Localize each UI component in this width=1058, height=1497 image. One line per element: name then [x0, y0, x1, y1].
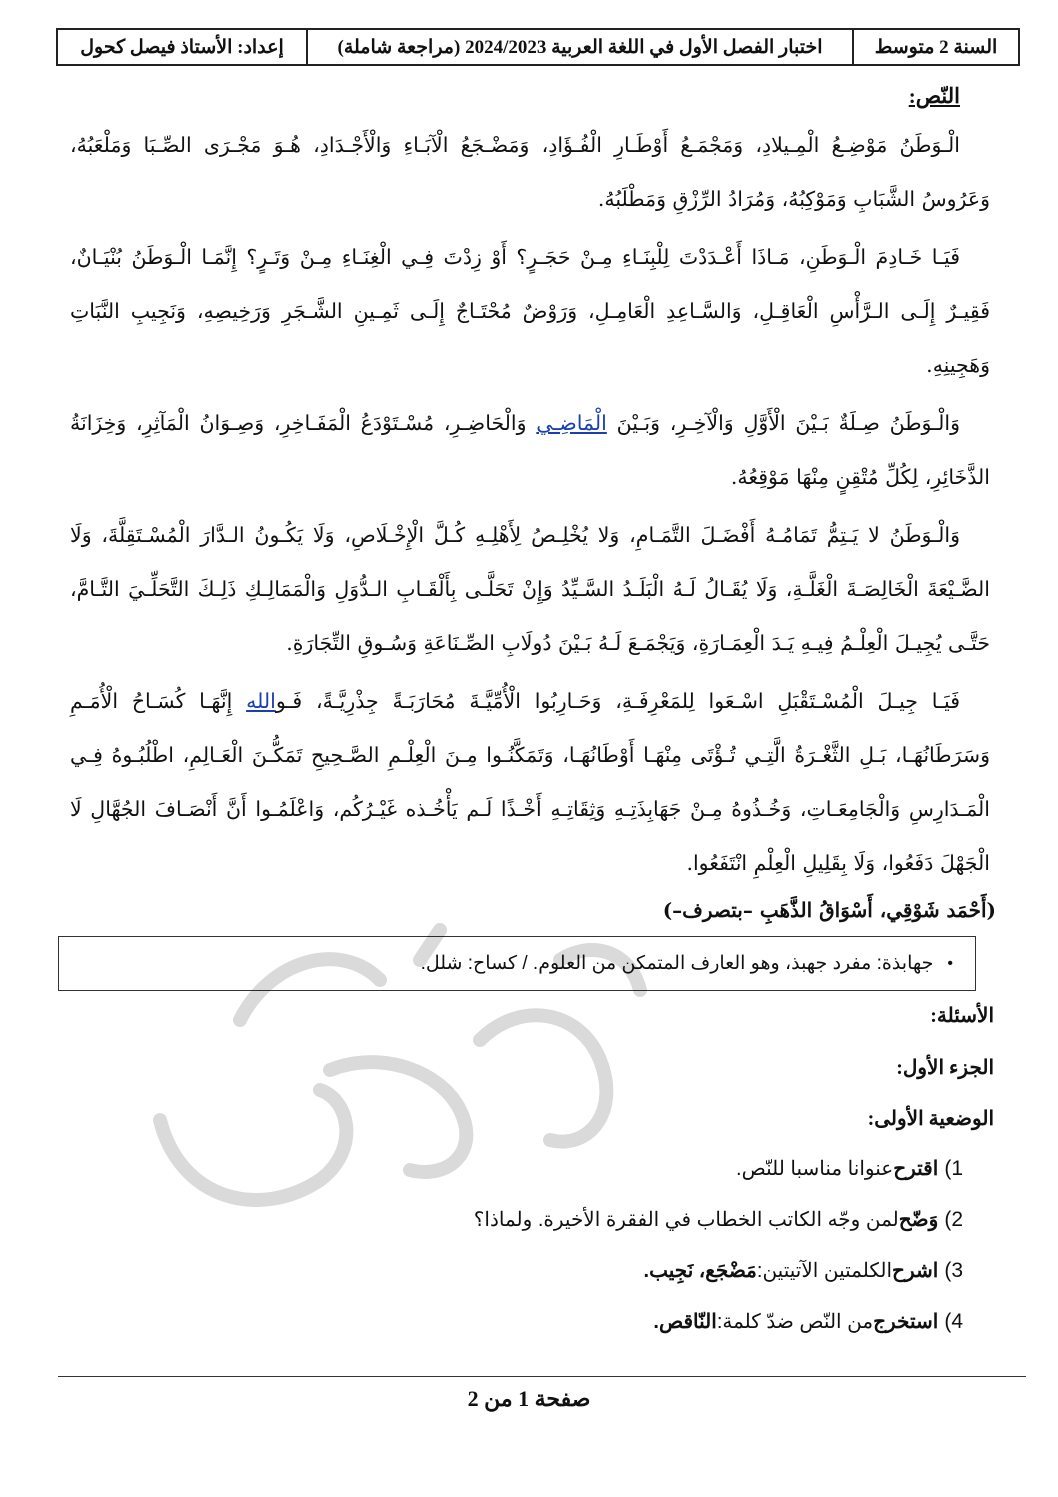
main-text	[70, 118, 990, 894]
vocabulary-note-box	[58, 936, 976, 991]
part-title: الجزء الأول:	[896, 1057, 994, 1079]
paragraph-3	[70, 396, 990, 504]
question-number: 4)	[944, 1310, 963, 1333]
question-text: لمن وجّه الكاتب الخطاب في الفقرة الأخيرة. ولماذا؟	[473, 1209, 899, 1231]
paragraph-3-link[interactable]: الْمَاضِـي	[536, 411, 607, 435]
question-2	[474, 1207, 963, 1232]
question-number: 1)	[944, 1157, 963, 1180]
paragraph-3-start: وَالْـوَطَنُ صِـلَةٌ بَـيْنَ الْأَوَّلِ وَالْآخِـرِ، وَبَـيْنَ	[606, 411, 960, 435]
paragraph-5	[70, 674, 990, 890]
paragraph-5-link[interactable]: الله	[246, 689, 276, 713]
paragraph-5-end: إِنَّهَـا كُسَـاحُ الْأُمَـمِ وَسَرَطَانُهَـا، بَـلِ الثَّغْـرَةُ الَّتِـي تُـؤْتَى مِنْهَـا أَوْطَانُهَـا، وَتَمَكَّنُـوا مِـنَ الْعِلْـمِ الصَّـحِيحِ تَمَكُّـنَ الْعَـالِمِ، اطْلُبُـوهُ فِـي الْمَـدَارِسِ وَالْجَامِعَـاتِ، وَخُـذُوهُ مِـنْ جَهَابِذَتِـهِ وَثِقَاتِـهِ أَخْـذًا لَـم يَأْخُـذه غَيْـرُكُم، وَاعْلَمُـوا أَنَّ أَنْصَـافَ الجُهَّالِ لَا الْجَهْلَ دَفَعُوا، وَلَا بِقَلِيلِ الْعِلْمِ انْتَفَعُوا.	[70, 689, 990, 875]
text-source: (أَحْمَد شَوْقِي، أَسْوَاقُ الذَّهَبِ –بتصرف–)	[662, 898, 996, 922]
question-text: من النّص ضدّ كلمة:	[716, 1311, 874, 1333]
header-author: إعداد: الأستاذ فيصل كحول	[80, 36, 284, 58]
page-number: صفحة 1 من 2	[467, 1386, 591, 1411]
paragraph-3-end: وَالْحَاضِـرِ، مُسْـتَوْدَعُ الْمَفَـاخِرِ، وَصِـوَانُ الْمَآثِرِ، وَخِزَانَةُ الذَّخَائِرِ، لِكُلِّ مُتْقِنٍ مِنْهَا مَوْقِعُهُ.	[70, 411, 990, 489]
paragraph-1: الْـوَطَنُ مَوْضِـعُ الْمِـيلادِ، وَمَجْمَـعُ أَوْطَـارِ الْفُـؤَادِ، وَمَضْـجَعُ الْآبَـاءِ وَالْأَجْـدَادِ، هُـوَ مَجْـرَى الصِّـبَا وَمَلْعَبُهُ، وَعَرُوسُ الشَّبَابِ وَمَوْكِبُهُ، وَمُرَادُ الرِّزْقِ وَمَطْلَبُهُ.	[70, 133, 990, 211]
questions-title: الأسئلة:	[930, 1005, 994, 1027]
question-verb: استخرج	[873, 1311, 939, 1333]
question-target-words: مَضْجَع، نَجِيب.	[643, 1260, 757, 1282]
question-text: الكلمتين الآتيتين:	[756, 1260, 893, 1282]
paragraph-4: وَالْـوَطَنُ لا يَـتِمُّ تَمَامُـهُ أَفْضَـلَ التَّمَـامِ، وَلا يُخْلِـصُ لِأَهْلِـهِ كُـلَّ الْإِخْـلَاصِ، وَلَا يَكُـونُ الـدَّارَ الْمُسْـتَقِلَّةَ، وَلَا الضَّـيْعَةَ الْخَالِصَـةَ الْغَلَّـةِ، وَلَا يُقَـالُ لَـهُ الْبَلَـدُ السَّـيِّدُ وَإِنْ تَحَلَّـى بِأَلْقَـابِ الـدُّوَلِ وَالْمَمَالِـكِ ذَلِـكَ التَّحَلِّـيَ التَّـامَّ، حَتَّـى يُجِيـلَ الْعِلْـمُ فِيـهِ يَـدَ الْعِمَـارَةِ، وَيَجْمَـعَ لَـهُ بَـيْنَ دُولَابِ الصِّـنَاعَةِ وَسُـوقِ التِّجَارَةِ.	[70, 523, 990, 655]
vocabulary-note-text: جهابذة: مفرد جهبذ، وهو العارف المتمكن من العلوم. / كساح: شلل.	[420, 953, 934, 974]
question-verb: اشرح	[892, 1260, 939, 1282]
exam-header	[56, 28, 1020, 66]
question-4	[653, 1309, 963, 1334]
question-text: عنوانا مناسبا للنّص.	[736, 1158, 894, 1180]
footer-divider	[58, 1376, 1026, 1377]
paragraph-2: فَيَـا خَـادِمَ الْـوَطَنِ، مَـاذَا أَعْـدَدْتَ لِلْبِنَـاءِ مِـنْ حَجَـرٍ؟ أَوْ زِدْتَ فِـي الْغِنَـاءِ مِـنْ وَتَـرٍ؟ إِنَّمَـا الْـوَطَنُ بُنْيَـانٌ، فَقِيـرٌ إِلَـى الـرَّأْسِ الْعَاقِـلِ، وَالسَّـاعِدِ الْعَامِـلِ، وَرَوْضٌ مُحْتَـاجٌ إِلَـى ثَمِـينِ الشَّـجَرِ وَرَخِيصِهِ، وَنَجِيبِ النَّبَاتِ وَهَجِينِهِ.	[70, 245, 990, 377]
question-number: 3)	[944, 1259, 963, 1282]
bullet-icon: •	[947, 954, 953, 972]
question-verb: اقترح	[893, 1158, 939, 1180]
question-number: 2)	[944, 1208, 963, 1231]
question-1	[736, 1156, 963, 1181]
header-level: السنة 2 متوسط	[852, 30, 1018, 64]
paragraph-5-start: فَيَـا جِيـلَ الْمُسْـتَقْبَلِ اسْـعَوا لِلمَعْرِفَـةِ، وَحَـارِبُوا الْأُمِّيَّـةَ مُحَارَبَـةً جِذْرِيَّـةً، فَـو	[275, 689, 960, 713]
text-section-label: النّص:	[908, 84, 960, 108]
question-target-words: النّاقص.	[653, 1311, 717, 1333]
header-exam-title: اختبار الفصل الأول في اللغة العربية 2024/2023 (مراجعة شاملة)	[306, 30, 852, 64]
question-verb: وَضّح	[898, 1209, 939, 1231]
situation-title: الوضعية الأولى:	[867, 1108, 994, 1130]
question-3	[644, 1258, 963, 1283]
